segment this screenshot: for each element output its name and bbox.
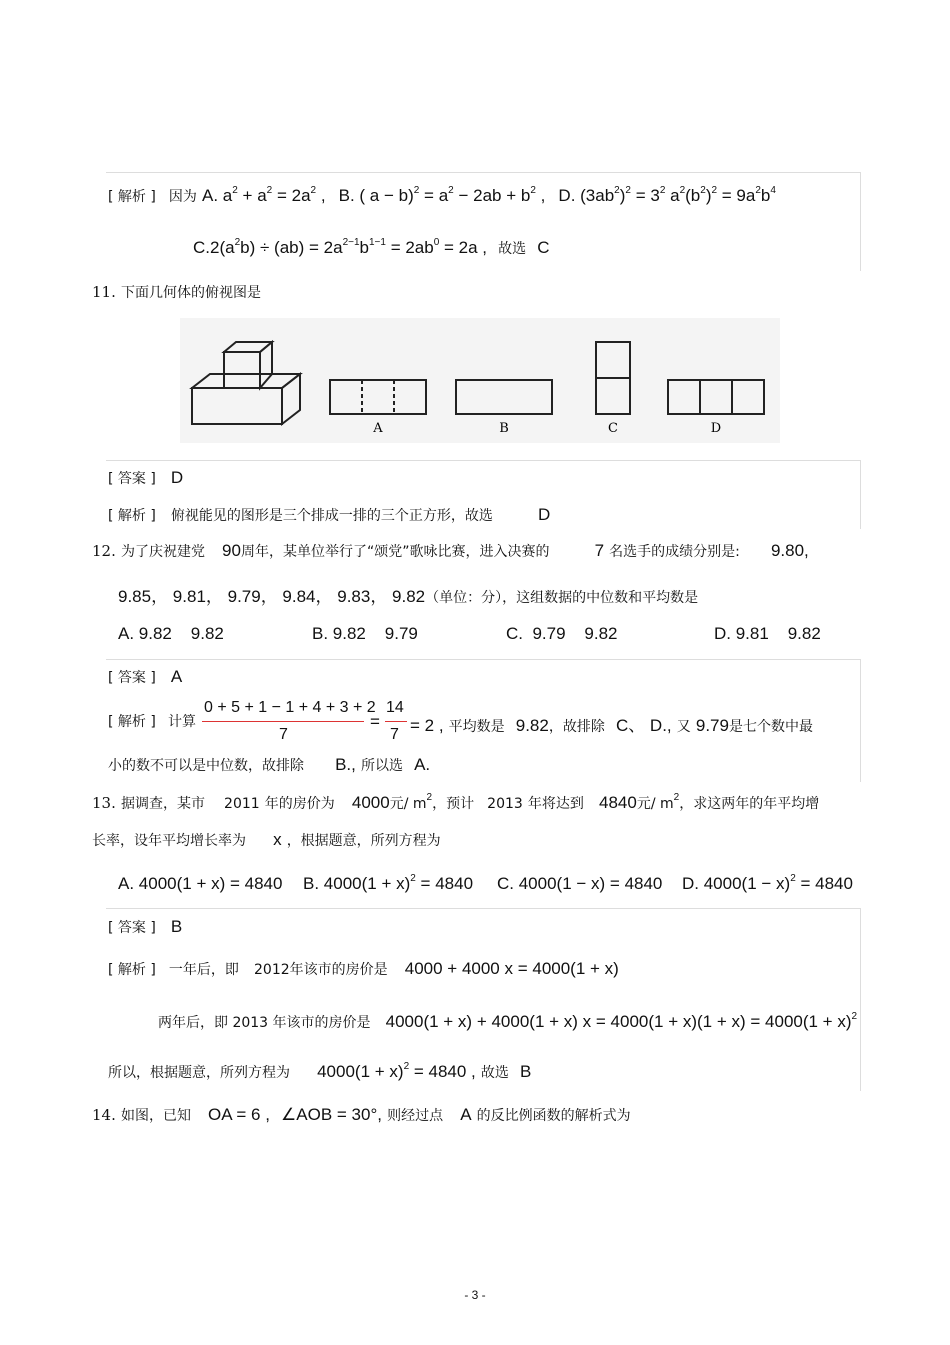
q12-jisuan: 计算: [168, 714, 196, 730]
q12-number: 12.: [92, 542, 116, 560]
q12-option-c: C. 9.79 9.82: [506, 624, 618, 643]
q10-guxuan: 故选: [498, 241, 527, 257]
q11-label-d: D: [710, 421, 722, 436]
q13-stem-line2: 长率，设年平均增长率为 x ，根据题意，所列方程为: [92, 830, 441, 849]
q10-jiexi-label: [ 解析 ]: [108, 189, 156, 205]
q10-option-b: B. ( $a - b)^2 = a^2 - 2ab + b^2$ ,: [338, 185, 546, 205]
q12-frac-denominator: 7: [279, 726, 288, 743]
q12-answer-line: [ 答案 ] A: [108, 667, 183, 686]
q12-daan: A: [170, 667, 183, 686]
q13-jiexi-line1: [ 解析 ] 一年后，即 2012年该市的房价是 4000 + 4000 x = 4000(1 + x): [108, 959, 619, 978]
q12-jiexi-rest: = 2 , 平均数是 9.82，故排除 C、 D., 又 9.79是七个数中最: [410, 716, 813, 735]
q11-label-a: A: [373, 421, 383, 436]
q12-frac2-numerator: 14: [386, 699, 404, 716]
q10-option-a: A. $a^2 + a^2 = 2a^2$ ,: [202, 185, 326, 205]
q11-label-c: C: [608, 421, 618, 436]
q10-line1: [108, 186, 776, 206]
q11-daan-label: [ 答案 ]: [108, 471, 156, 487]
q12-eq: =: [370, 712, 380, 731]
q11-figure: [180, 318, 780, 443]
q10-option-d: D. $(3ab^2)^2 = 3^2$ $a^2(b^2)^2 = 9a^2b^4$: [558, 185, 776, 205]
q14-stem: 14. 如图，已知 OA = 6 , ∠AOB = 30°, 则经过点 A 的反比例函数的解析式为: [92, 1105, 631, 1124]
q10-line2: [193, 238, 549, 258]
q12-option-a: A. 9.82 9.82: [118, 624, 224, 643]
q12-option-b: B. 9.82 9.79: [312, 624, 418, 643]
q10-option-c: $C.2(a^2b) \div (ab) = 2a^{2-1}b^{1-1} = 2ab^0 = 2a$ ,: [193, 237, 488, 257]
q14-number: 14.: [92, 1106, 116, 1124]
q12-frac-numerator: 0 + 5 + 1 − 1 + 4 + 3 + 2: [204, 699, 376, 716]
q13-jiexi-line2: 两年后，即 2013 年该市的房价是 4000(1 + x) + 4000(1 + x) $x = 4000(1 + x)(1 + x) = 4000(1 + x)^2$: [158, 1011, 858, 1031]
q10-answer: C: [537, 238, 550, 257]
q12-stem-line2: 9.85， 9.81， 9.79， 9.84， 9.83， 9.82（单位：分），这组数据的中位数和平均数是: [118, 587, 699, 606]
q11-jiexi-answer: D: [538, 505, 551, 524]
q12-frac2-denominator: 7: [390, 726, 399, 743]
q13-daan: B: [170, 917, 183, 936]
q12-jiexi-label: [ 解析 ]: [108, 714, 156, 730]
q11-jiexi-line: [108, 505, 550, 525]
q13-option-d: D. $4000(1 - x)^2 = 4840$: [682, 873, 853, 893]
q13-answer-line: [ 答案 ] B: [108, 917, 183, 936]
q11-jiexi-label: [ 解析 ]: [108, 508, 156, 524]
q13-stem-line1: 13. 据调查，某市 2011 年的房价为 4000元/ $m^2$，预计 2013 年将达到 4840元/ $m^2$，求这两年的年平均增: [92, 792, 820, 812]
q12-values: 9.85， 9.81， 9.79， 9.84， 9.83， 9.82: [118, 587, 426, 606]
q12-option-d: D. 9.81 9.82: [714, 624, 821, 643]
q11-label-b: B: [499, 421, 509, 436]
q11-number: 11.: [92, 283, 116, 301]
q12-jiexi-line3: 小的数不可以是中位数，故排除 B., 所以选 A.: [108, 755, 431, 774]
q11-jiexi-text: 俯视能见的图形是三个排成一排的三个正方形，故选: [170, 508, 493, 524]
q13-option-c: C. 4000(1 − x) = 4840: [497, 874, 663, 893]
q13-option-b: B. $4000(1 + x)^2 = 4840$: [303, 873, 474, 893]
q12-frac-line: [202, 721, 364, 722]
q11-answer-line: [108, 468, 183, 488]
q12-frac2-line: [385, 721, 407, 722]
q10-yinwei: 因为: [168, 189, 197, 205]
q11-stem: [92, 282, 261, 302]
q13-number: 13.: [92, 794, 116, 812]
q13-option-a: A. 4000(1 + x) = 4840: [118, 874, 283, 893]
q12-stem-line1: 12. 为了庆祝建党 90周年，某单位举行了“颂党”歌咏比赛，进入决赛的 7 名选手的成绩分别是: 9.80,: [92, 541, 809, 560]
q13-jiexi-line3: 所以，根据题意，所列方程为 $4000(1 + x)^2 = 4840$ , 故选 B: [108, 1061, 532, 1081]
q11-stem-text: 下面几何体的俯视图是: [120, 285, 261, 301]
page-number: - 3 -: [464, 1288, 486, 1302]
q11-daan: D: [170, 468, 184, 487]
